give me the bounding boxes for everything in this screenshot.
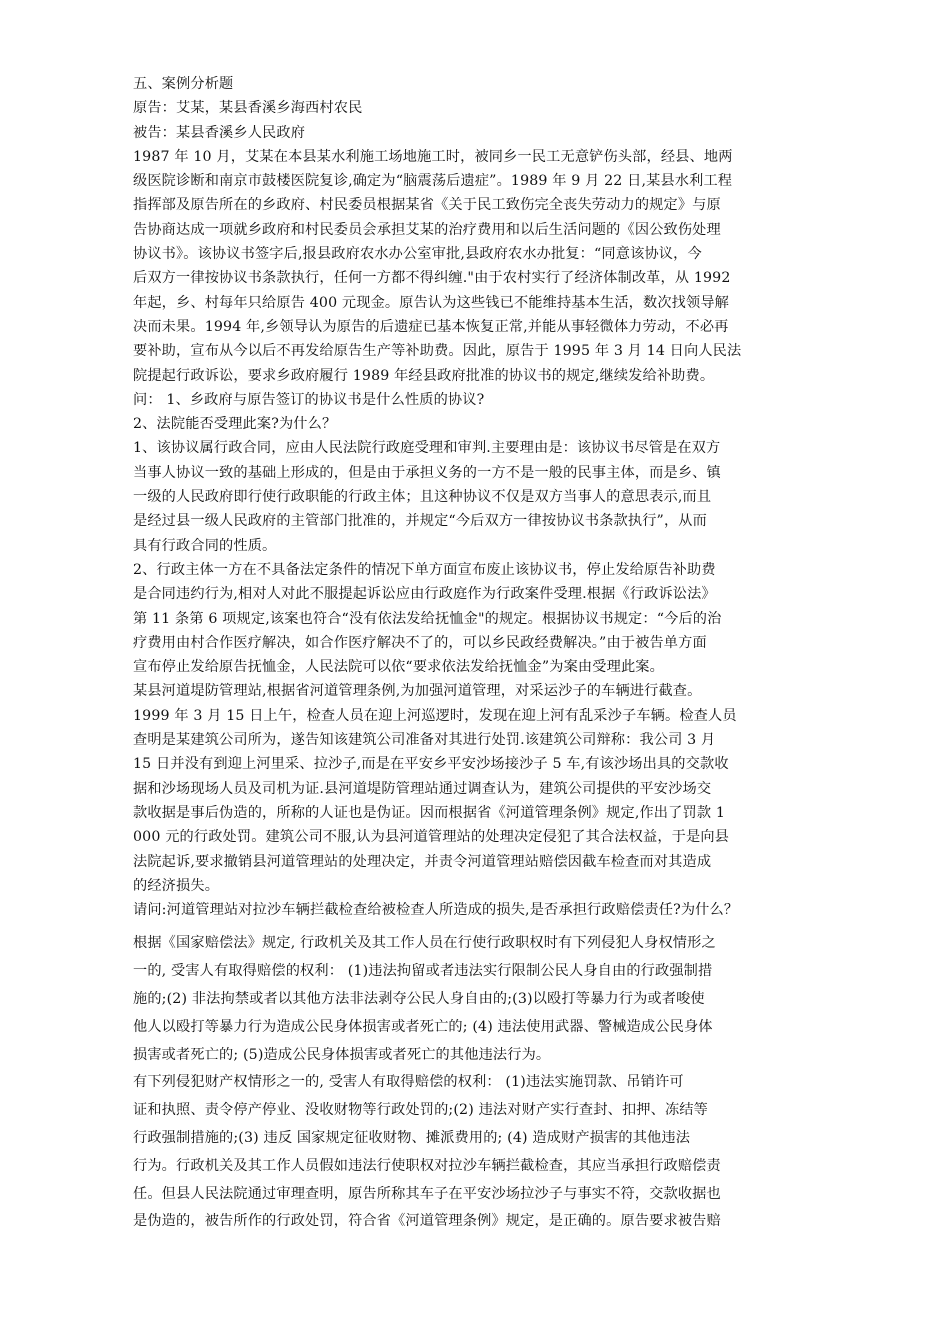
text-line: 款收据是事后伪造的，所称的人证也是伪证。因而根据省《河道管理条例》规定,作出了罚款 1	[133, 804, 725, 821]
text-line: 院提起行政诉讼，要求乡政府履行 1989 年经县政府批准的协议书的规定,继续发给补助费。	[133, 367, 715, 384]
text-line: 任。但县人民法院通过审理查明，原告所称其车子在平安沙场拉沙子与事实不符，交款收据也	[133, 1185, 721, 1202]
answer-text-block	[133, 930, 823, 1236]
text-line: 000 元的行政处罚。建筑公司不服,认为县河道管理站的处理决定侵犯了其合法权益，于是向县	[133, 829, 730, 846]
text-line: 行政强制措施的;(3) 违反 国家规定征收财物、摊派费用的; (4) 造成财产损害的其他违法	[133, 1129, 691, 1146]
text-line: 证和执照、责令停产停业、没收财物等行政处罚的;(2) 违法对财产实行查封、扣押、冻结等	[133, 1102, 708, 1119]
text-line: 请问:河道管理站对拉沙车辆拦截检查给被检查人所造成的损失,是否承担行政赔偿责任?为什么？	[133, 902, 739, 919]
text-line: 被告：某县香溪乡人民政府	[133, 124, 306, 141]
text-line: 某县河道堤防管理站,根据省河道管理条例,为加强河道管理，对采运沙子的车辆进行截查。	[133, 683, 702, 700]
text-line: 15 日并没有到迎上河里采、拉沙子,而是在平安乡平安沙场接沙子 5 车,有该沙场出具的交款收	[133, 756, 729, 773]
text-line: 查明是某建筑公司所为，遂告知该建筑公司准备对其进行处罚.该建筑公司辩称：我公司 3 月	[133, 732, 716, 749]
text-line: 决而未果。1994 年,乡领导认为原告的后遗症已基本恢复正常,并能从事轻微体力劳动，不必再	[133, 318, 729, 335]
text-line: 具有行政合同的性质。	[133, 537, 277, 554]
text-line: 疗费用由村合作医疗解决，如合作医疗解决不了的，可以乡民政经费解决。”由于被告单方面	[133, 634, 707, 651]
document-page	[133, 72, 823, 1236]
text-line: 问： 1、乡政府与原告签订的协议书是什么性质的协议?	[133, 391, 485, 408]
text-line: 1999 年 3 月 15 日上午，检查人员在迎上河巡逻时，发现在迎上河有乱采沙子车辆。检查人员	[133, 707, 737, 724]
paragraph-gap	[133, 922, 823, 930]
text-line: 级医院诊断和南京市鼓楼医院复诊,确定为“脑震荡后遗症”。1989 年 9 月 22 日,某县水利工程	[133, 173, 733, 190]
text-line: 第 11 条第 6 项规定,该案也符合“没有依法发给抚恤金"的规定。根据协议书规定：“今后的治	[133, 610, 722, 627]
text-line: 是伪造的，被告所作的行政处罚，符合省《河道管理条例》规定，是正确的。原告要求被告赔	[133, 1213, 721, 1230]
text-line: 原告：艾某，某县香溪乡海西村农民	[133, 100, 363, 117]
text-line: 是经过县一级人民政府的主管部门批准的，并规定“今后双方一律按协议书条款执行”，从而	[133, 513, 707, 530]
text-line: 有下列侵犯财产权情形之一的, 受害人有取得赔偿的权利： (1)违法实施罚款、吊销许可	[133, 1074, 684, 1091]
text-line: 宣布停止发给原告抚恤金，人民法院可以依“要求依法发给抚恤金”为案由受理此案。	[133, 659, 664, 676]
text-line: 施的;(2) 非法拘禁或者以其他方法非法剥夺公民人身自由的;(3)以殴打等暴力行为或者唆使	[133, 990, 705, 1007]
text-line: 的经济损失。	[133, 877, 220, 894]
text-line: 1、该协议属行政合同，应由人民法院行政庭受理和审判.主要理由是：该协议书尽管是在双方	[133, 440, 721, 457]
text-line: 一的, 受害人有取得赔偿的权利： (1)违法拘留或者违法实行限制公民人身自由的行政强制措	[133, 963, 713, 980]
text-line: 1987 年 10 月，艾某在本县某水利施工场地施工时，被同乡一民工无意铲伤头部，经县、地两	[133, 148, 733, 165]
text-line: 他人以殴打等暴力行为造成公民身体损害或者死亡的; (4) 违法使用武器、警械造成公民身体	[133, 1018, 713, 1035]
text-line: 协议书》。该协议书签字后,报县政府农水办公室审批,县政府农水办批复：“同意该协议，今	[133, 246, 702, 263]
text-line: 损害或者死亡的; (5)造成公民身体损害或者死亡的其他违法行为。	[133, 1046, 551, 1063]
text-line: 据和沙场现场人员及司机为证.县河道堤防管理站通过调查认为，建筑公司提供的平安沙场交	[133, 780, 712, 797]
text-line: 年起，乡、村每年只给原告 400 元现金。原告认为这些钱已不能维持基本生活，数次找领导解	[133, 294, 730, 311]
text-line: 告协商达成一项就乡政府和村民委员会承担艾某的治疗费用和以后生活问题的《因公致伤处理	[133, 221, 721, 238]
text-line: 后双方一律按协议书条款执行，任何一方都不得纠缠."由于农村实行了经济体制改革，从 1992	[133, 270, 731, 287]
text-line: 2、行政主体一方在不具备法定条件的情况下单方面宣布废止该协议书，停止发给原告补助费	[133, 561, 716, 578]
text-line: 行为。行政机关及其工作人员假如违法行使职权对拉沙车辆拦截检查，其应当承担行政赔偿责	[133, 1157, 721, 1174]
case-text-block	[133, 72, 823, 922]
text-line: 2、法院能否受理此案?为什么？	[133, 416, 337, 433]
text-line: 要补助，宣布从今以后不再发给原告生产等补助费。因此，原告于 1995 年 3 月 14 日向人民法	[133, 343, 742, 360]
text-line: 当事人协议一致的基础上形成的，但是由于承担义务的一方不是一般的民事主体，而是乡、镇	[133, 464, 721, 481]
text-line: 一级的人民政府即行使行政职能的行政主体；且这种协议不仅是双方当事人的意思表示,而且	[133, 489, 712, 506]
text-line: 是合同违约行为,相对人对此不服提起诉讼应由行政庭作为行政案件受理.根据《行政诉讼法》	[133, 586, 716, 603]
text-line: 根据《国家赔偿法》规定, 行政机关及其工作人员在行使行政职权时有下列侵犯人身权情形之	[133, 935, 716, 952]
text-line: 法院起诉,要求撤销县河道管理站的处理决定，并责令河道管理站赔偿因截车检查而对其造成	[133, 853, 712, 870]
text-line: 五、案例分析题	[133, 76, 234, 92]
text-line: 指挥部及原告所在的乡政府、村民委员根据某省《关于民工致伤完全丧失劳动力的规定》与原	[133, 197, 721, 214]
